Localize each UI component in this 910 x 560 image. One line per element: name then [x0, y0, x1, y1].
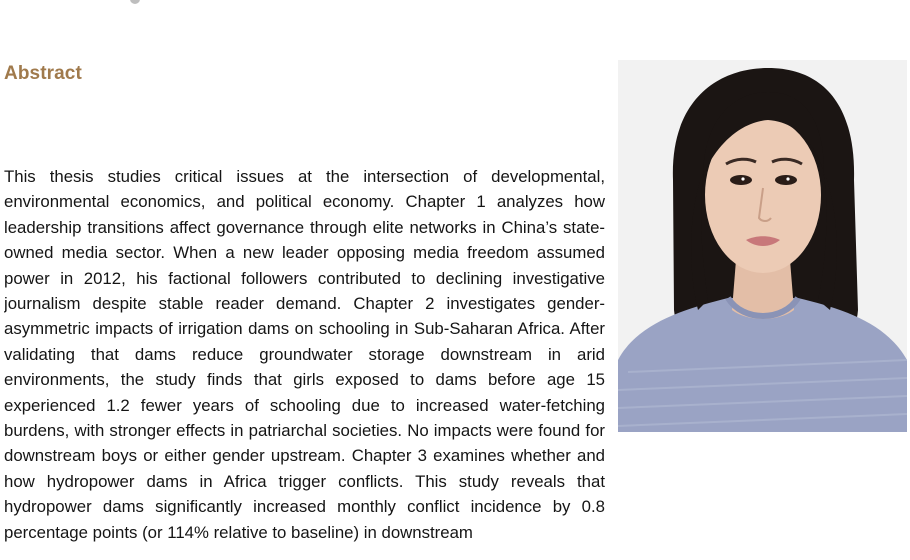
abstract-heading: Abstract	[4, 63, 82, 84]
abstract-paragraph: This thesis studies critical issues at the intersection of developmental, environmental economics, and political economy. Chapter 1 analyzes how leadership transitions affect governance through elite networks in China’s state-owned media sector. When a new leader opposing media freedom assumed power in 2012, his factional followers contributed to declining investigative journalism despite stable reader demand. Chapter 2 investigates gender-asymmetric impacts of irrigation dams on schooling in Sub-Saharan Africa. After validating that dams reduce groundwater storage downstream in arid environments, the study finds that girls exposed to dams before age 15 experienced 1.2 fewer years of schooling due to increased water-fetching burdens, with stronger effects in patriarchal societies. No impacts were found for downstream boys or either gender upstream. Chapter 3 examines whether and how hydropower dams in Africa trigger conflicts. This study reveals that hydropower dams significantly increased monthly conflict incidence by 0.8 percentage points (or 114% relative to baseline) in downstream	[4, 167, 605, 542]
cut-off-title-fragment	[0, 0, 200, 4]
author-portrait	[618, 60, 907, 432]
portrait-photo-icon	[618, 60, 907, 432]
